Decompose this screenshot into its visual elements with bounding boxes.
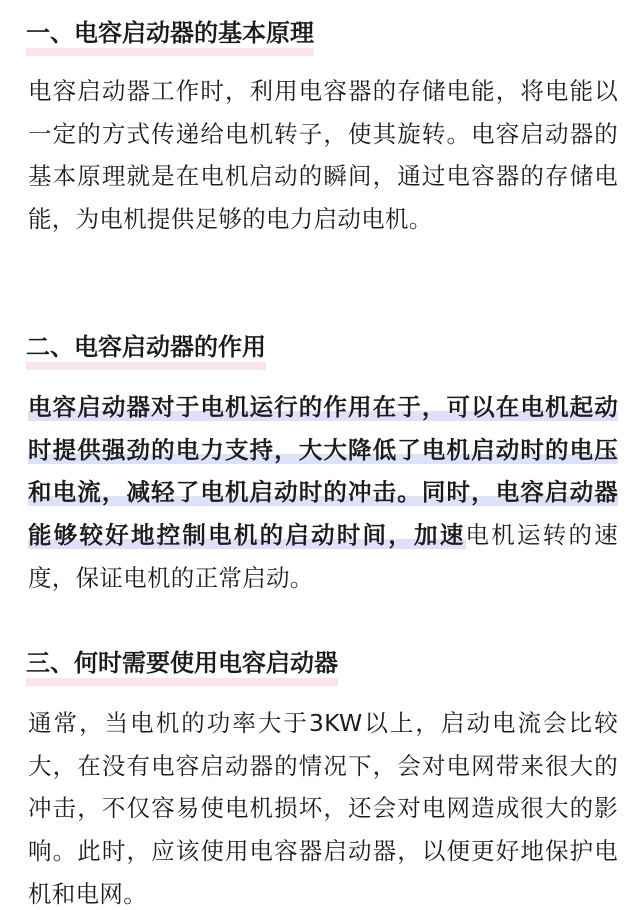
section-2-body-rest: 电机运转的速度，保证电机的正常启动。 [28, 521, 618, 592]
section-2-heading-text: 二、电容启动器的作用 [26, 330, 266, 364]
section-2-heading [26, 330, 266, 364]
section-3-heading [26, 646, 338, 680]
section-1-heading-text: 一、电容启动器的基本原理 [26, 16, 314, 50]
section-3-heading-text: 三、何时需要使用电容启动器 [26, 646, 338, 680]
section-1-body: 电容启动器工作时，利用电容器的存储电能，将电能以一定的方式传递给电机转子，使其旋转。电容启动器的基本原理就是在电机启动的瞬间，通过电容器的存储电能，为电机提供足够的电力启动电机。 [28, 77, 618, 234]
section-2-body-emphasis: 电容启动器对于电机运行的作用在于，可以在电机起动时提供强劲的电力支持，大大降低了电机启动时的电压和电流，减轻了电机启动时的冲击。同时，电容启动器能够较好地控制电机的启动时间，加速 [28, 393, 618, 550]
section-2-body [28, 386, 618, 600]
section-3-body: 通常，当电机的功率大于3KW以上，启动电流会比较大，在没有电容启动器的情况下，会对电网带来很大的冲击，不仅容易使电机损坏，还会对电网造成很大的影响。此时，应该使用电容器启动器，以便更好地保护电机和电网。 [28, 709, 618, 908]
section-1-heading [26, 16, 314, 50]
